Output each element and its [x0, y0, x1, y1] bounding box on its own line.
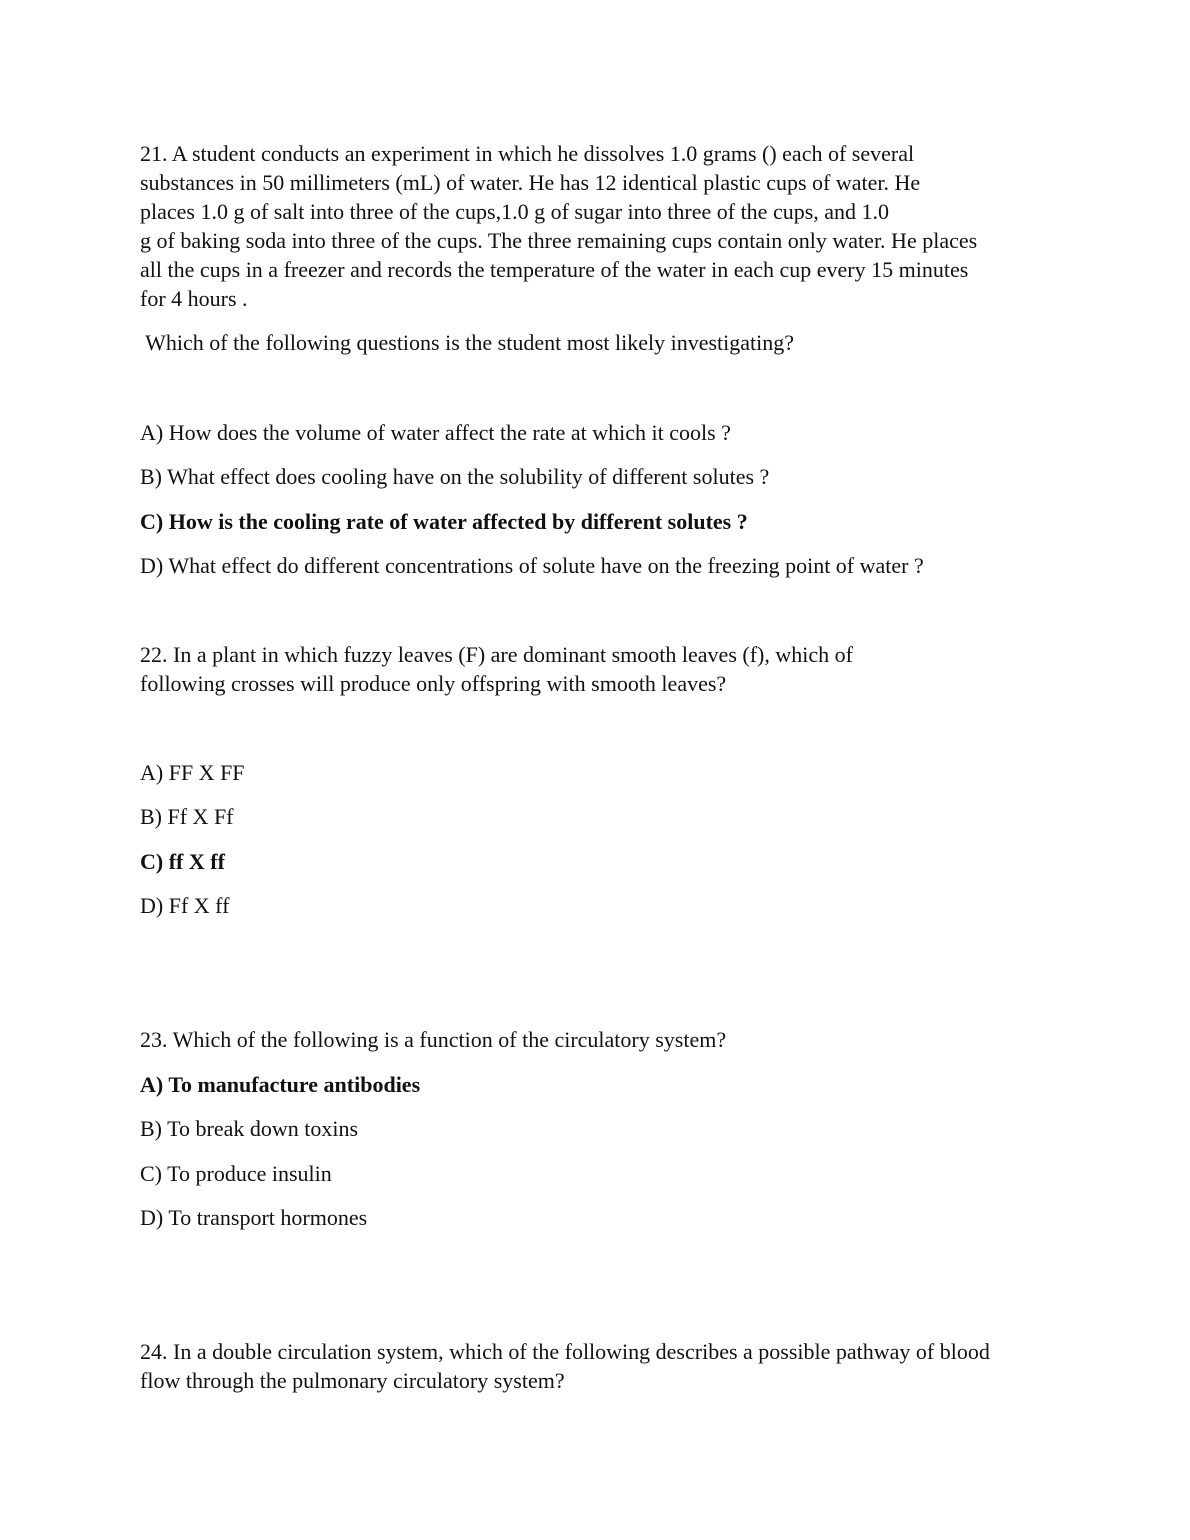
q22-option-b: B) Ff X Ff	[140, 804, 234, 829]
q23-option-a-answer: A) To manufacture antibodies	[140, 1072, 421, 1097]
q21-prompt: Which of the following questions is the student most likely investigating?	[140, 330, 795, 355]
q22-option-a: A) FF X FF	[140, 760, 245, 785]
q21-option-b: B) What effect does cooling have on the solubility of different solutes ?	[140, 464, 770, 489]
q24-stem-line-2: flow through the pulmonary circulatory system?	[140, 1368, 565, 1393]
q24-stem-line-1: 24. In a double circulation system, which of the following describes a possible pathway of blood	[140, 1339, 990, 1364]
q22-stem-line-1: 22. In a plant in which fuzzy leaves (F) are dominant smooth leaves (f), which of	[140, 642, 853, 667]
q22-option-c-answer: C) ff X ff	[140, 849, 225, 874]
q23-option-c: C) To produce insulin	[140, 1161, 332, 1186]
q21-stem-line-4: g of baking soda into three of the cups. The three remaining cups contain only water. He places	[140, 228, 978, 253]
q21-stem-line-3: places 1.0 g of salt into three of the cups,1.0 g of sugar into three of the cups, and 1.0	[140, 199, 890, 224]
q22-stem-line-2: following crosses will produce only offspring with smooth leaves?	[140, 671, 727, 696]
q23-stem-line-1: 23. Which of the following is a function of the circulatory system?	[140, 1027, 727, 1052]
q21-stem-line-5: all the cups in a freezer and records the temperature of the water in each cup every 15 minutes	[140, 257, 969, 282]
q21-option-c-answer: C) How is the cooling rate of water affected by different solutes ?	[140, 509, 748, 534]
q21-option-d: D) What effect do different concentrations of solute have on the freezing point of water ?	[140, 553, 924, 578]
q21-stem-line-6: for 4 hours .	[140, 286, 248, 311]
q22-option-d: D) Ff X ff	[140, 893, 230, 918]
q21-stem-line-1: 21. A student conducts an experiment in which he dissolves 1.0 grams () each of several	[140, 141, 915, 166]
q21-option-a: A) How does the volume of water affect the rate at which it cools ?	[140, 420, 731, 445]
q21-stem-line-2: substances in 50 millimeters (mL) of water. He has 12 identical plastic cups of water. He	[140, 170, 921, 195]
q23-option-d: D) To transport hormones	[140, 1205, 368, 1230]
q23-option-b: B) To break down toxins	[140, 1116, 359, 1141]
